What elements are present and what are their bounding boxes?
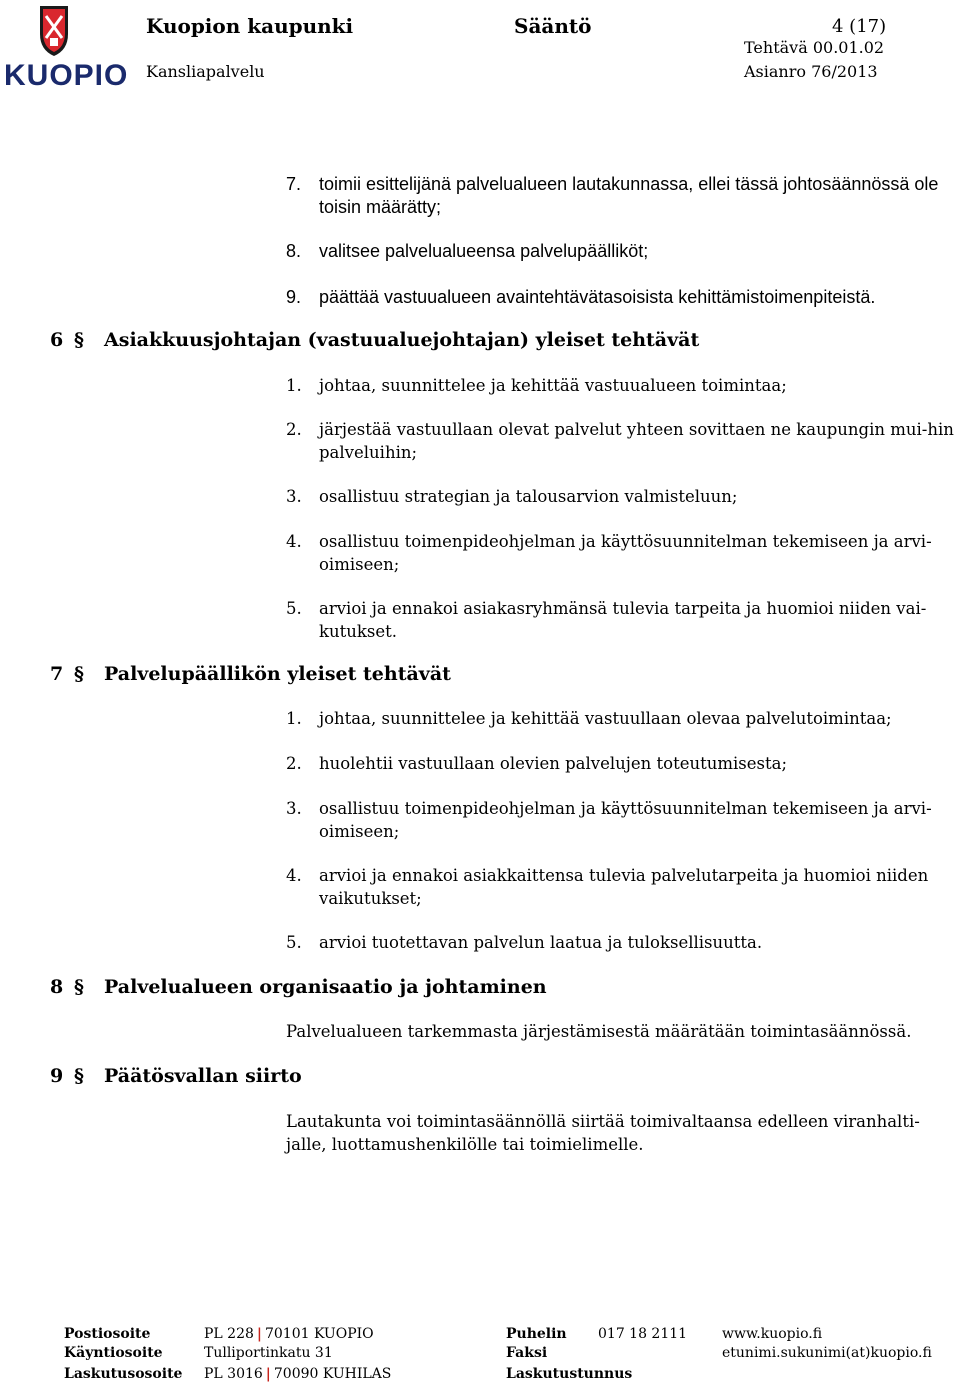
list-item: 8. valitsee palvelualueensa palvelupäälliköt; xyxy=(286,241,649,261)
list-item: 2. huolehtii vastuullaan olevien palvelujen toteutumisesta; xyxy=(286,754,788,773)
footer-laskutusosoite: PL 3016 | 70090 KUHILAS xyxy=(204,1366,392,1382)
list-item: 3. osallistuu toimenpideohjelman ja käyttösuunnitelman tekemiseen ja arvi-oimiseen; xyxy=(286,799,932,841)
page-number: 4 (17) xyxy=(832,16,887,37)
section-7-heading: 7 § Palvelupäällikön yleiset tehtävät xyxy=(50,663,451,685)
kuopio-logo xyxy=(4,4,129,96)
footer-label-kayntiosoite: Käyntiosoite xyxy=(64,1345,163,1361)
logo-wordmark: KUOPIO xyxy=(4,59,129,92)
task-code: Tehtävä 00.01.02 xyxy=(744,38,885,57)
list-item: 1. johtaa, suunnittelee ja kehittää vastuualueen toimintaa; xyxy=(286,376,787,395)
list-item: 5. arvioi tuotettavan palvelun laatua ja tuloksellisuutta. xyxy=(286,933,763,952)
footer-web-link[interactable]: www.kuopio.fi xyxy=(722,1326,823,1342)
section-8-heading: 8 § Palvelualueen organisaatio ja johtaminen xyxy=(50,976,547,998)
department: Kansliapalvelu xyxy=(146,62,265,81)
org-name: Kuopion kaupunki xyxy=(146,14,354,38)
section-9-heading: 9 § Päätösvallan siirto xyxy=(50,1065,302,1087)
footer-postiosoite: PL 228 | 70101 KUOPIO xyxy=(204,1326,374,1342)
list-item: 4. arvioi ja ennakoi asiakkaittensa tulevia palvelutarpeita ja huomioi niiden vaikutukset; xyxy=(286,866,929,908)
section-8-text: Palvelualueen tarkemmasta järjestämisestä määrätään toimintasäännössä. xyxy=(286,1022,912,1041)
list-item: 5. arvioi ja ennakoi asiakasryhmänsä tulevia tarpeita ja huomioi niiden vai-kutukset. xyxy=(286,599,927,641)
footer-kayntiosoite: Tulliportinkatu 31 xyxy=(204,1345,333,1361)
footer-label-laskutustunnus: Laskutustunnus xyxy=(506,1366,633,1382)
list-item: 2. järjestää vastuullaan olevat palvelut yhteen sovittaen ne kaupungin mui-hin palveluihin; xyxy=(286,420,954,462)
list-item: 1. johtaa, suunnittelee ja kehittää vastuullaan olevaa palvelutoimintaa; xyxy=(286,709,892,728)
section-9-text: Lautakunta voi toimintasäännöllä siirtää toimivaltaansa edelleen viranhalti-jalle, luottamushenkilölle tai toimielimelle. xyxy=(286,1112,920,1154)
doc-type: Sääntö xyxy=(514,14,592,38)
footer-label-postiosoite: Postiosoite xyxy=(64,1326,151,1342)
footer-label-puhelin: Puhelin xyxy=(506,1326,567,1342)
footer-email-link[interactable]: etunimi.sukunimi(at)kuopio.fi xyxy=(722,1345,932,1361)
footer-label-laskutusosoite: Laskutusosoite xyxy=(64,1366,183,1382)
footer-label-faksi: Faksi xyxy=(506,1345,548,1361)
coat-of-arms-icon xyxy=(4,4,104,64)
footer xyxy=(64,1325,954,1385)
list-item: 7. toimii esittelijänä palvelualueen lautakunnassa, ellei tässä johtosäännössä ole toisin määrätty; xyxy=(286,174,939,217)
list-item: 3. osallistuu strategian ja talousarvion valmisteluun; xyxy=(286,487,738,506)
case-number: Asianro 76/2013 xyxy=(744,62,878,81)
list-item: 9. päättää vastuualueen avaintehtävätasoisista kehittämistoimenpiteistä. xyxy=(286,287,876,307)
list-item: 4. osallistuu toimenpideohjelman ja käyttösuunnitelman tekemiseen ja arvi-oimiseen; xyxy=(286,532,932,574)
section-6-heading: 6 § Asiakkuusjohtajan (vastuualuejohtajan) yleiset tehtävät xyxy=(50,329,700,351)
footer-puhelin: 017 18 2111 xyxy=(598,1326,688,1342)
